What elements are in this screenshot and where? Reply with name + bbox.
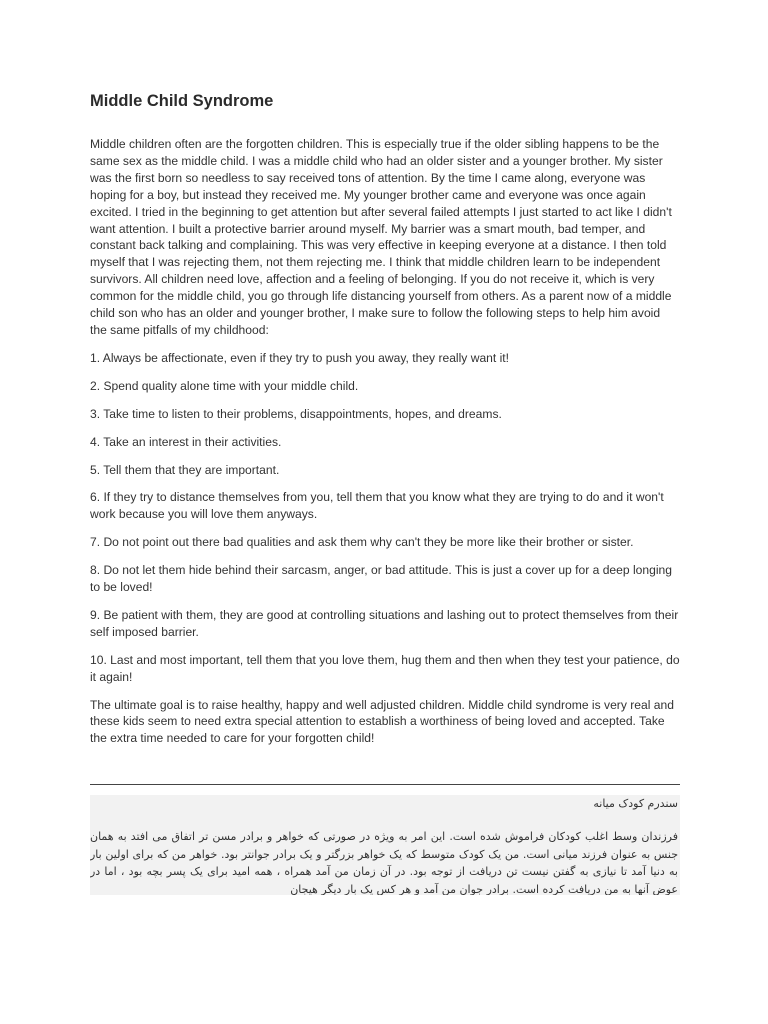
- step-4: 4. Take an interest in their activities.: [90, 434, 282, 449]
- step-3: 3. Take time to listen to their problems, disappointments, hopes, and dreams.: [90, 406, 502, 421]
- intro-paragraph: Middle children often are the forgotten children. This is especially true if the older sibling happens to be the same sex as the middle child. I was a middle child who had an older sister and a younger brother. My sister was the first born so needless to say received tons of attention. By the time I came along, everyone was hoping for a boy, but instead they received me. My younger brother came and everyone was once again excited. I tried in the beginning to get attention but after several failed attempts I just started to act like I didn't want attention. I built a protective barrier around myself. My barrier was a smart mouth, bad temper, and constant back talking and complaining. This was very effective in keeping everyone at a distance. I then told myself that I was rejecting them, not them rejecting me. I think that middle children learn to be independent survivors. All children need love, affection and a feeling of belonging. If you do not receive it, which is very common for the middle child, you go through life distancing yourself from others. As a parent now of a middle child son who has an older and younger brother, I make sure to follow the following steps to help him avoid the same pitfalls of my childhood:: [90, 137, 672, 337]
- step-6: 6. If they try to distance themselves from you, tell them that you know what they are trying to do and it won't work because you will love them anyways.: [90, 490, 664, 522]
- step-10: 10. Last and most important, tell them that you love them, hug them and then when they test your patience, do it again!: [90, 652, 680, 684]
- persian-translation-block: [90, 795, 680, 895]
- step-2: 2. Spend quality alone time with your middle child.: [90, 378, 359, 393]
- section-divider: [90, 784, 680, 785]
- step-1: 1. Always be affectionate, even if they try to push you away, they really want it!: [90, 350, 510, 365]
- persian-paragraph: فرزندان وسط اغلب کودکان فراموش شده است. این امر به ویژه در صورتی که خواهر و برادر مسن تر اتفاق می افتد به همان جنس به عنوان فرزند میانی است. من یک کودک متوسط که یک خواهر بزرگتر و یک برادر جوانتر بود. خواهر من که برای اولین بار به دنیا آمد تا نیازی به گفتن نیست تن دریافت از توجه بود. در آن زمان من آمد همراه ، همه امید برای یک پسر بچه بود ، اما در عوض آنها به من دریافت کرده است. برادر جوان من آمد و هر کس یک بار دیگر هیجان: [90, 830, 678, 895]
- step-5: 5. Tell them that they are important.: [90, 462, 280, 477]
- page-title: Middle Child Syndrome: [90, 92, 274, 110]
- conclusion-paragraph: The ultimate goal is to raise healthy, happy and well adjusted children. Middle child syndrome is very real and these kids seem to need extra special attention to establish a worthiness of being loved and accepted. Take the extra time needed to care for your forgotten child!: [90, 697, 674, 746]
- step-8: 8. Do not let them hide behind their sarcasm, anger, or bad attitude. This is just a cover up for a deep longing to be loved!: [90, 563, 672, 595]
- step-9: 9. Be patient with them, they are good at controlling situations and lashing out to protect themselves from their self imposed barrier.: [90, 607, 679, 639]
- persian-title: سندرم کودک میانه: [593, 797, 678, 810]
- article-body: [90, 136, 680, 758]
- step-7: 7. Do not point out there bad qualities and ask them why can't they be more like their brother or sister.: [90, 535, 634, 550]
